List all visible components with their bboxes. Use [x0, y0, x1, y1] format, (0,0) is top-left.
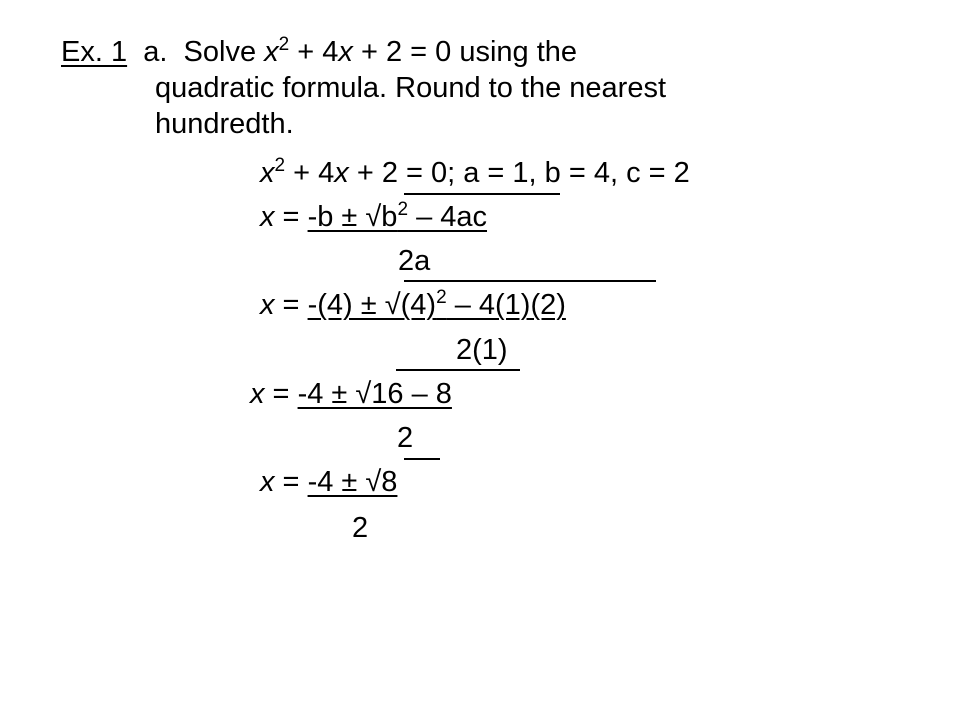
step-2-numerator: $-b \pm √b^2 - 4ac$: [307, 199, 488, 233]
step-4-denominator: 2: [397, 422, 414, 454]
step-5-denominator: 2: [352, 512, 369, 544]
step-4-simplify: x = -4 ± √16 – 8: [250, 378, 452, 410]
radical-bar-4: [404, 458, 440, 460]
step-2-denominator: 2a: [398, 245, 431, 277]
step-3-numerator: $-(4) \pm √(4)^2 - 4(1)(2)$: [307, 287, 566, 321]
step-3-denominator: 2(1): [456, 334, 508, 366]
problem-line-3: hundredth.: [155, 108, 294, 140]
step-2-formula: $x = -b \pm √b^2 - 4ac$: [260, 199, 488, 233]
radical-bar-2: [404, 280, 656, 282]
step-1-equation: $x^2 + 4x + 2 = 0$; a = 1, b = 4, c = 2: [260, 155, 690, 189]
part-label: a.: [143, 36, 168, 68]
example-label: Ex. 1: [61, 36, 128, 68]
step-5-result: x = -4 ± √8: [260, 466, 398, 498]
step-5-numerator: -4 ± √8: [307, 466, 398, 498]
radical-bar-3: [396, 369, 520, 371]
step-3-substitution: $x = -(4) \pm √(4)^2 - 4(1)(2)$: [260, 287, 566, 321]
problem-line-2: quadratic formula. Round to the nearest: [155, 72, 667, 104]
radical-bar-1: [404, 193, 560, 195]
problem-line-1: Ex. 1 a. Solve $x^2 + 4x + 2 = 0$ using the: [61, 34, 578, 68]
step-4-numerator: -4 ± √16 – 8: [297, 378, 452, 410]
